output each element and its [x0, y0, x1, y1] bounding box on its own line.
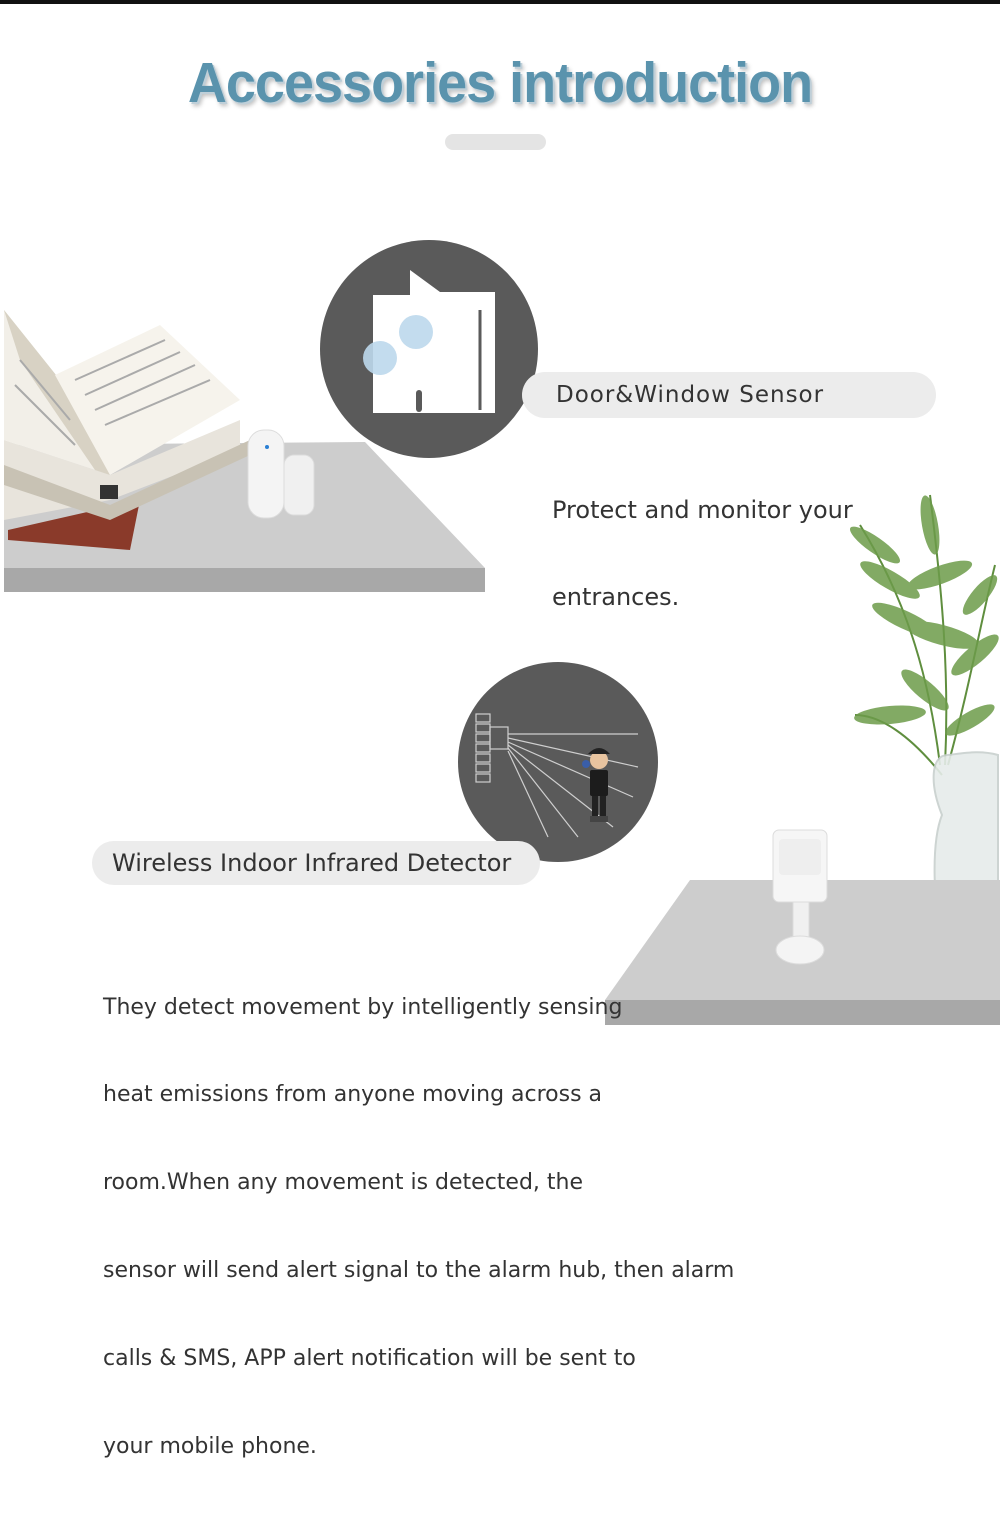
door-sensor-device-image: [240, 425, 320, 525]
pir-description-line: your mobile phone.: [103, 1434, 317, 1460]
pir-description-line: heat emissions from anyone moving across a: [103, 1082, 603, 1108]
motion-detection-icon: [458, 662, 658, 862]
open-book-image: [0, 300, 270, 560]
door-sensor-description-line: Protect and monitor your: [552, 496, 853, 524]
pir-detector-device-image: [765, 825, 835, 975]
pir-description-line: room.When any movement is detected, the: [103, 1170, 584, 1196]
door-sensor-description: [552, 438, 853, 670]
door-sensor-description-line: entrances.: [552, 583, 680, 611]
top-border: [0, 0, 1000, 4]
door-icon: [320, 240, 538, 458]
pir-description-line: They detect movement by intelligently sensing: [103, 994, 623, 1020]
title-underline: [445, 134, 546, 150]
pir-description-line: sensor will send alert signal to the alarm hub, then alarm: [103, 1258, 735, 1284]
door-sensor-label: [522, 372, 936, 418]
page-title: Accessories introduction: [187, 51, 813, 115]
pir-description-line: calls & SMS, APP alert notification will be sent to: [103, 1346, 636, 1372]
pir-detector-description: [103, 934, 734, 1520]
pir-detector-label: [92, 841, 540, 885]
door-sensor-name: Door&Window Sensor: [556, 382, 825, 408]
pir-detector-name: Wireless Indoor Infrared Detector: [112, 849, 512, 877]
